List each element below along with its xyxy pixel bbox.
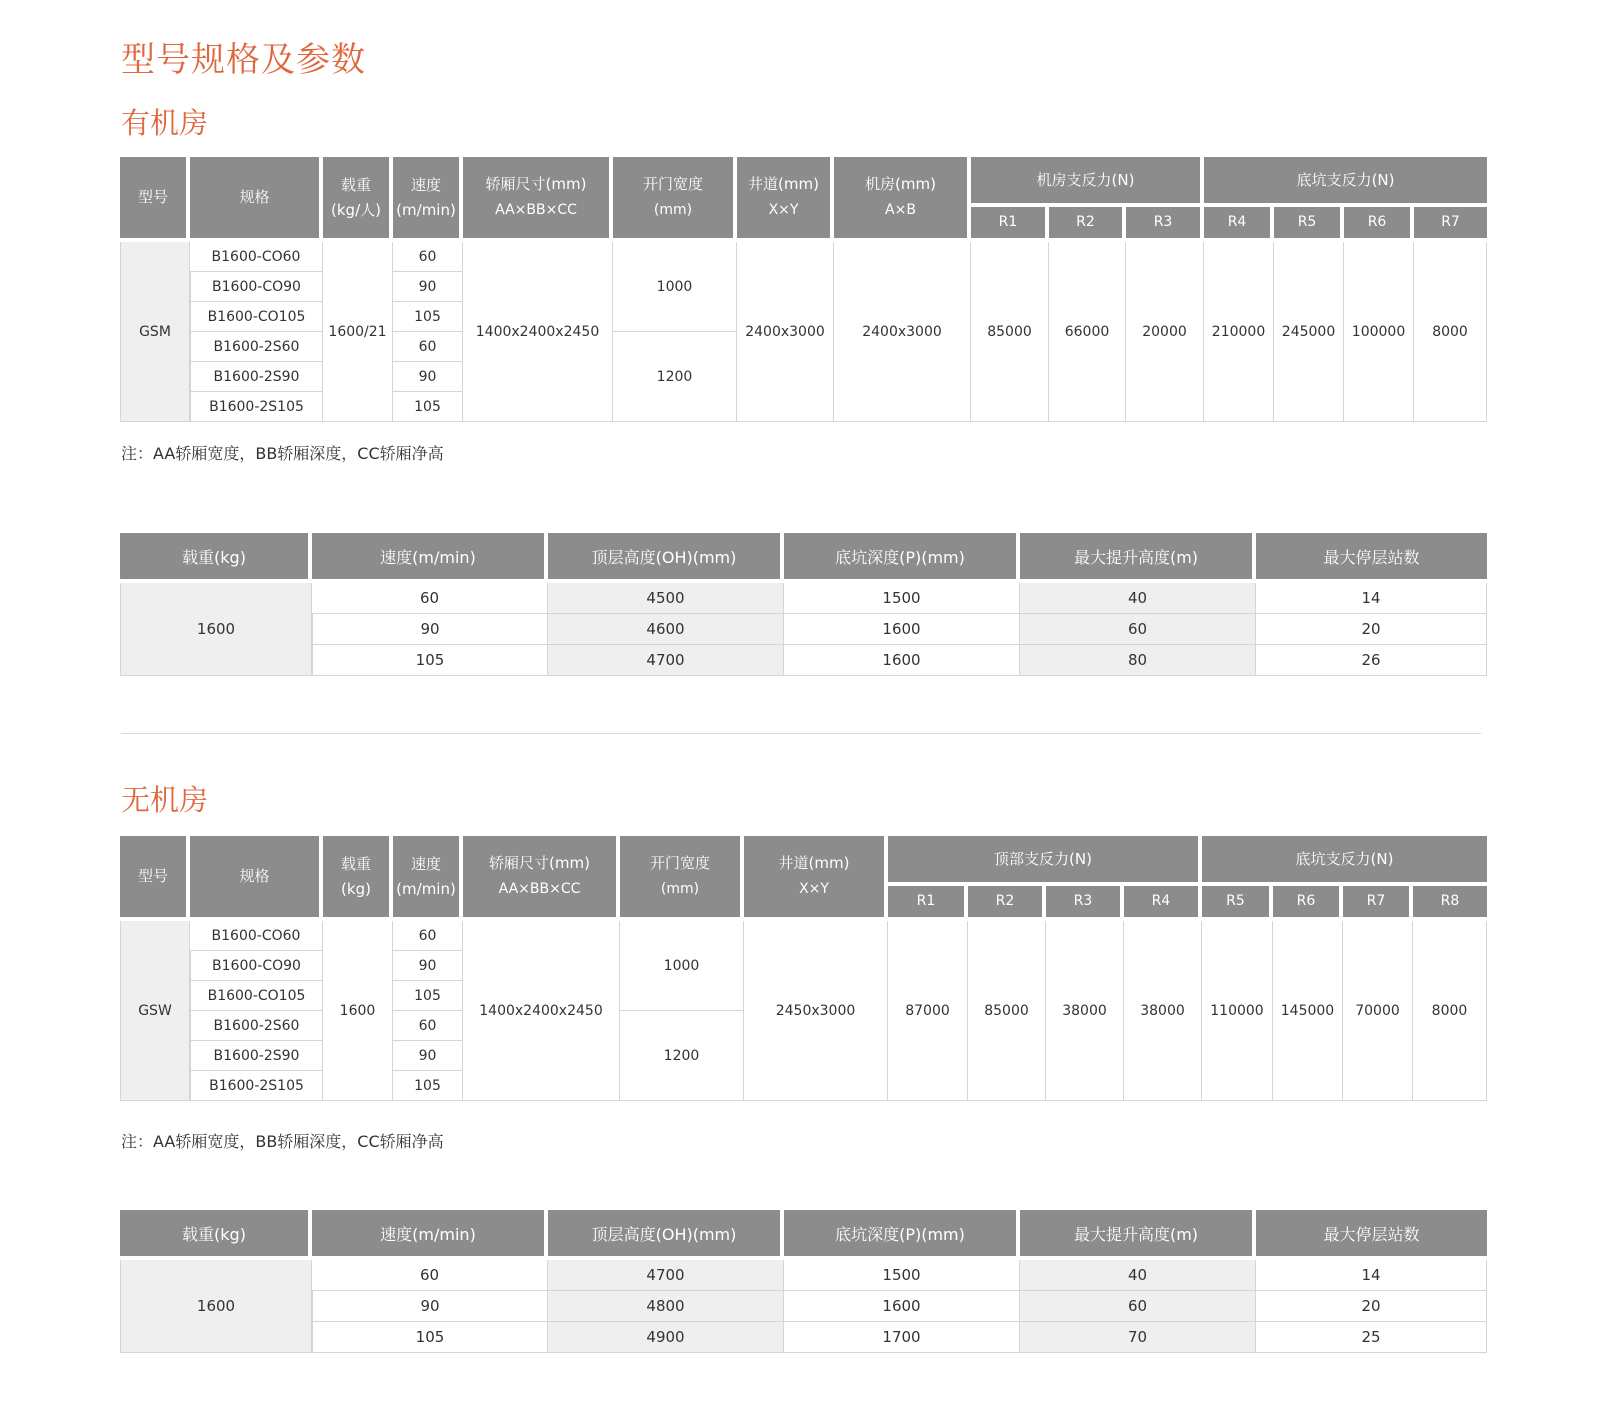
col-r2: R2: [968, 886, 1046, 921]
col-overhead: 顶层高度(OH)(mm): [548, 533, 784, 583]
speed-cell: 90: [393, 362, 463, 392]
speed-cell: 105: [393, 1071, 463, 1101]
model-cell: GSW: [120, 921, 190, 1101]
spec-cell: B1600-CO105: [190, 981, 323, 1011]
col-load: 载重(kg): [120, 533, 312, 583]
overhead-cell: 4800: [548, 1291, 784, 1322]
speed-cell: 60: [393, 921, 463, 951]
force-cell: 38000: [1046, 921, 1124, 1101]
spec-cell: B1600-2S90: [190, 1041, 323, 1071]
car-size-cell: 1400x2400x2450: [463, 921, 620, 1101]
col-max-rise: 最大提升高度(m): [1020, 1210, 1256, 1260]
force-cell: 100000: [1344, 242, 1414, 422]
col-speed: 速度 (m/min): [393, 836, 463, 921]
machine-room-spec-table: [120, 157, 1487, 422]
speed-cell: 90: [393, 951, 463, 981]
max-stops-cell: 14: [1256, 583, 1487, 614]
table-row: [120, 1291, 1487, 1322]
door-width-cell: 1200: [620, 1011, 744, 1101]
col-max-stops: 最大停层站数: [1256, 533, 1487, 583]
col-room-force: 机房支反力(N): [971, 157, 1204, 207]
col-spec: 规格: [190, 157, 323, 242]
overhead-cell: 4600: [548, 614, 784, 645]
col-r2: R2: [1049, 207, 1126, 242]
note-text: 注：AA轿厢宽度，BB轿厢深度，CC轿厢净高: [121, 444, 444, 463]
door-width-cell: 1000: [613, 242, 737, 332]
pit-depth-cell: 1500: [784, 1260, 1020, 1291]
spec-cell: B1600-2S105: [190, 1071, 323, 1101]
col-r1: R1: [888, 886, 968, 921]
col-speed: 速度 (m/min): [393, 157, 463, 242]
machine-room-cell: 2400x3000: [834, 242, 971, 422]
max-stops-cell: 14: [1256, 1260, 1487, 1291]
spec-cell: B1600-CO60: [190, 921, 323, 951]
overhead-cell: 4500: [548, 583, 784, 614]
max-rise-cell: 40: [1020, 583, 1256, 614]
col-pit-force: 底坑支反力(N): [1204, 157, 1487, 207]
spec-cell: B1600-2S60: [190, 1011, 323, 1041]
load-cell: 1600/21: [323, 242, 393, 422]
spec-cell: B1600-CO90: [190, 272, 323, 302]
force-cell: 85000: [971, 242, 1049, 422]
table-row: [120, 1260, 1487, 1291]
pit-depth-cell: 1600: [784, 1291, 1020, 1322]
max-rise-cell: 60: [1020, 614, 1256, 645]
col-door-width: 开门宽度 (mm): [620, 836, 744, 921]
col-model: 型号: [120, 157, 190, 242]
col-r3: R3: [1126, 207, 1204, 242]
force-cell: 20000: [1126, 242, 1204, 422]
speed-cell: 90: [393, 1041, 463, 1071]
max-stops-cell: 26: [1256, 645, 1487, 676]
force-cell: 110000: [1202, 921, 1273, 1101]
speed-cell: 60: [312, 1260, 548, 1291]
speed-cell: 60: [393, 1011, 463, 1041]
col-r5: R5: [1274, 207, 1344, 242]
col-r1: R1: [971, 207, 1049, 242]
machine-room-performance-table: [120, 533, 1487, 676]
col-load: 载重 (kg): [323, 836, 393, 921]
car-size-cell: 1400x2400x2450: [463, 242, 613, 422]
spec-cell: B1600-2S105: [190, 392, 323, 422]
col-car-size: 轿厢尺寸(mm) AA×BB×CC: [463, 836, 620, 921]
force-cell: 70000: [1343, 921, 1413, 1101]
speed-cell: 105: [393, 981, 463, 1011]
speed-cell: 105: [312, 1322, 548, 1353]
speed-cell: 105: [393, 392, 463, 422]
col-load: 载重(kg): [120, 1210, 312, 1260]
col-max-stops: 最大停层站数: [1256, 1210, 1487, 1260]
max-stops-cell: 20: [1256, 1291, 1487, 1322]
force-cell: 245000: [1274, 242, 1344, 422]
pit-depth-cell: 1500: [784, 583, 1020, 614]
max-rise-cell: 80: [1020, 645, 1256, 676]
door-width-cell: 1200: [613, 332, 737, 422]
col-shaft: 井道(mm) X×Y: [737, 157, 834, 242]
speed-cell: 105: [312, 645, 548, 676]
speed-cell: 105: [393, 302, 463, 332]
col-pit-depth: 底坑深度(P)(mm): [784, 533, 1020, 583]
door-width-cell: 1000: [620, 921, 744, 1011]
table-row: [120, 583, 1487, 614]
table-row: [120, 645, 1487, 676]
col-pit-depth: 底坑深度(P)(mm): [784, 1210, 1020, 1260]
speed-cell: 90: [312, 1291, 548, 1322]
overhead-cell: 4900: [548, 1322, 784, 1353]
speed-cell: 90: [393, 272, 463, 302]
col-overhead: 顶层高度(OH)(mm): [548, 1210, 784, 1260]
col-r6: R6: [1273, 886, 1343, 921]
spec-cell: B1600-CO60: [190, 242, 323, 272]
shaft-cell: 2450x3000: [744, 921, 888, 1101]
speed-cell: 90: [312, 614, 548, 645]
overhead-cell: 4700: [548, 1260, 784, 1291]
force-cell: 66000: [1049, 242, 1126, 422]
overhead-cell: 4700: [548, 645, 784, 676]
section-heading-machine-room-less: 无机房: [121, 783, 209, 817]
max-rise-cell: 40: [1020, 1260, 1256, 1291]
speed-cell: 60: [393, 332, 463, 362]
col-speed: 速度(m/min): [312, 533, 548, 583]
col-machine-room: 机房(mm) A×B: [834, 157, 971, 242]
force-cell: 145000: [1273, 921, 1343, 1101]
spec-cell: B1600-2S90: [190, 362, 323, 392]
col-top-force: 顶部支反力(N): [888, 836, 1202, 886]
force-cell: 38000: [1124, 921, 1202, 1101]
force-cell: 8000: [1413, 921, 1487, 1101]
spec-cell: B1600-CO105: [190, 302, 323, 332]
spec-cell: B1600-CO90: [190, 951, 323, 981]
machine-room-less-spec-table: [120, 836, 1487, 1101]
page-title: 型号规格及参数: [121, 40, 366, 80]
force-cell: 8000: [1414, 242, 1487, 422]
col-r7: R7: [1414, 207, 1487, 242]
note-text: 注：AA轿厢宽度，BB轿厢深度，CC轿厢净高: [121, 1132, 444, 1151]
table-row: [120, 1322, 1487, 1353]
table-row: [120, 921, 1487, 951]
section-divider: [121, 733, 1481, 734]
col-spec: 规格: [190, 836, 323, 921]
col-r3: R3: [1046, 886, 1124, 921]
col-door-width: 开门宽度 (mm): [613, 157, 737, 242]
pit-depth-cell: 1600: [784, 614, 1020, 645]
max-rise-cell: 70: [1020, 1322, 1256, 1353]
col-r4: R4: [1204, 207, 1274, 242]
col-model: 型号: [120, 836, 190, 921]
col-car-size: 轿厢尺寸(mm) AA×BB×CC: [463, 157, 613, 242]
section-heading-machine-room: 有机房: [121, 106, 209, 140]
col-r7: R7: [1343, 886, 1413, 921]
col-r8: R8: [1413, 886, 1487, 921]
speed-cell: 60: [393, 242, 463, 272]
col-r6: R6: [1344, 207, 1414, 242]
max-stops-cell: 20: [1256, 614, 1487, 645]
table-row: [120, 242, 1487, 272]
max-rise-cell: 60: [1020, 1291, 1256, 1322]
load-cell: 1600: [323, 921, 393, 1101]
model-cell: GSM: [120, 242, 190, 422]
col-r4: R4: [1124, 886, 1202, 921]
shaft-cell: 2400x3000: [737, 242, 834, 422]
force-cell: 210000: [1204, 242, 1274, 422]
col-shaft: 井道(mm) X×Y: [744, 836, 888, 921]
pit-depth-cell: 1600: [784, 645, 1020, 676]
spec-cell: B1600-2S60: [190, 332, 323, 362]
max-stops-cell: 25: [1256, 1322, 1487, 1353]
force-cell: 85000: [968, 921, 1046, 1101]
col-load: 载重 (kg/人): [323, 157, 393, 242]
speed-cell: 60: [312, 583, 548, 614]
col-max-rise: 最大提升高度(m): [1020, 533, 1256, 583]
load-cell: 1600: [120, 1260, 312, 1353]
col-pit-force: 底坑支反力(N): [1202, 836, 1487, 886]
machine-room-less-performance-table: [120, 1210, 1487, 1353]
load-cell: 1600: [120, 583, 312, 676]
col-speed: 速度(m/min): [312, 1210, 548, 1260]
col-r5: R5: [1202, 886, 1273, 921]
pit-depth-cell: 1700: [784, 1322, 1020, 1353]
table-row: [120, 614, 1487, 645]
force-cell: 87000: [888, 921, 968, 1101]
